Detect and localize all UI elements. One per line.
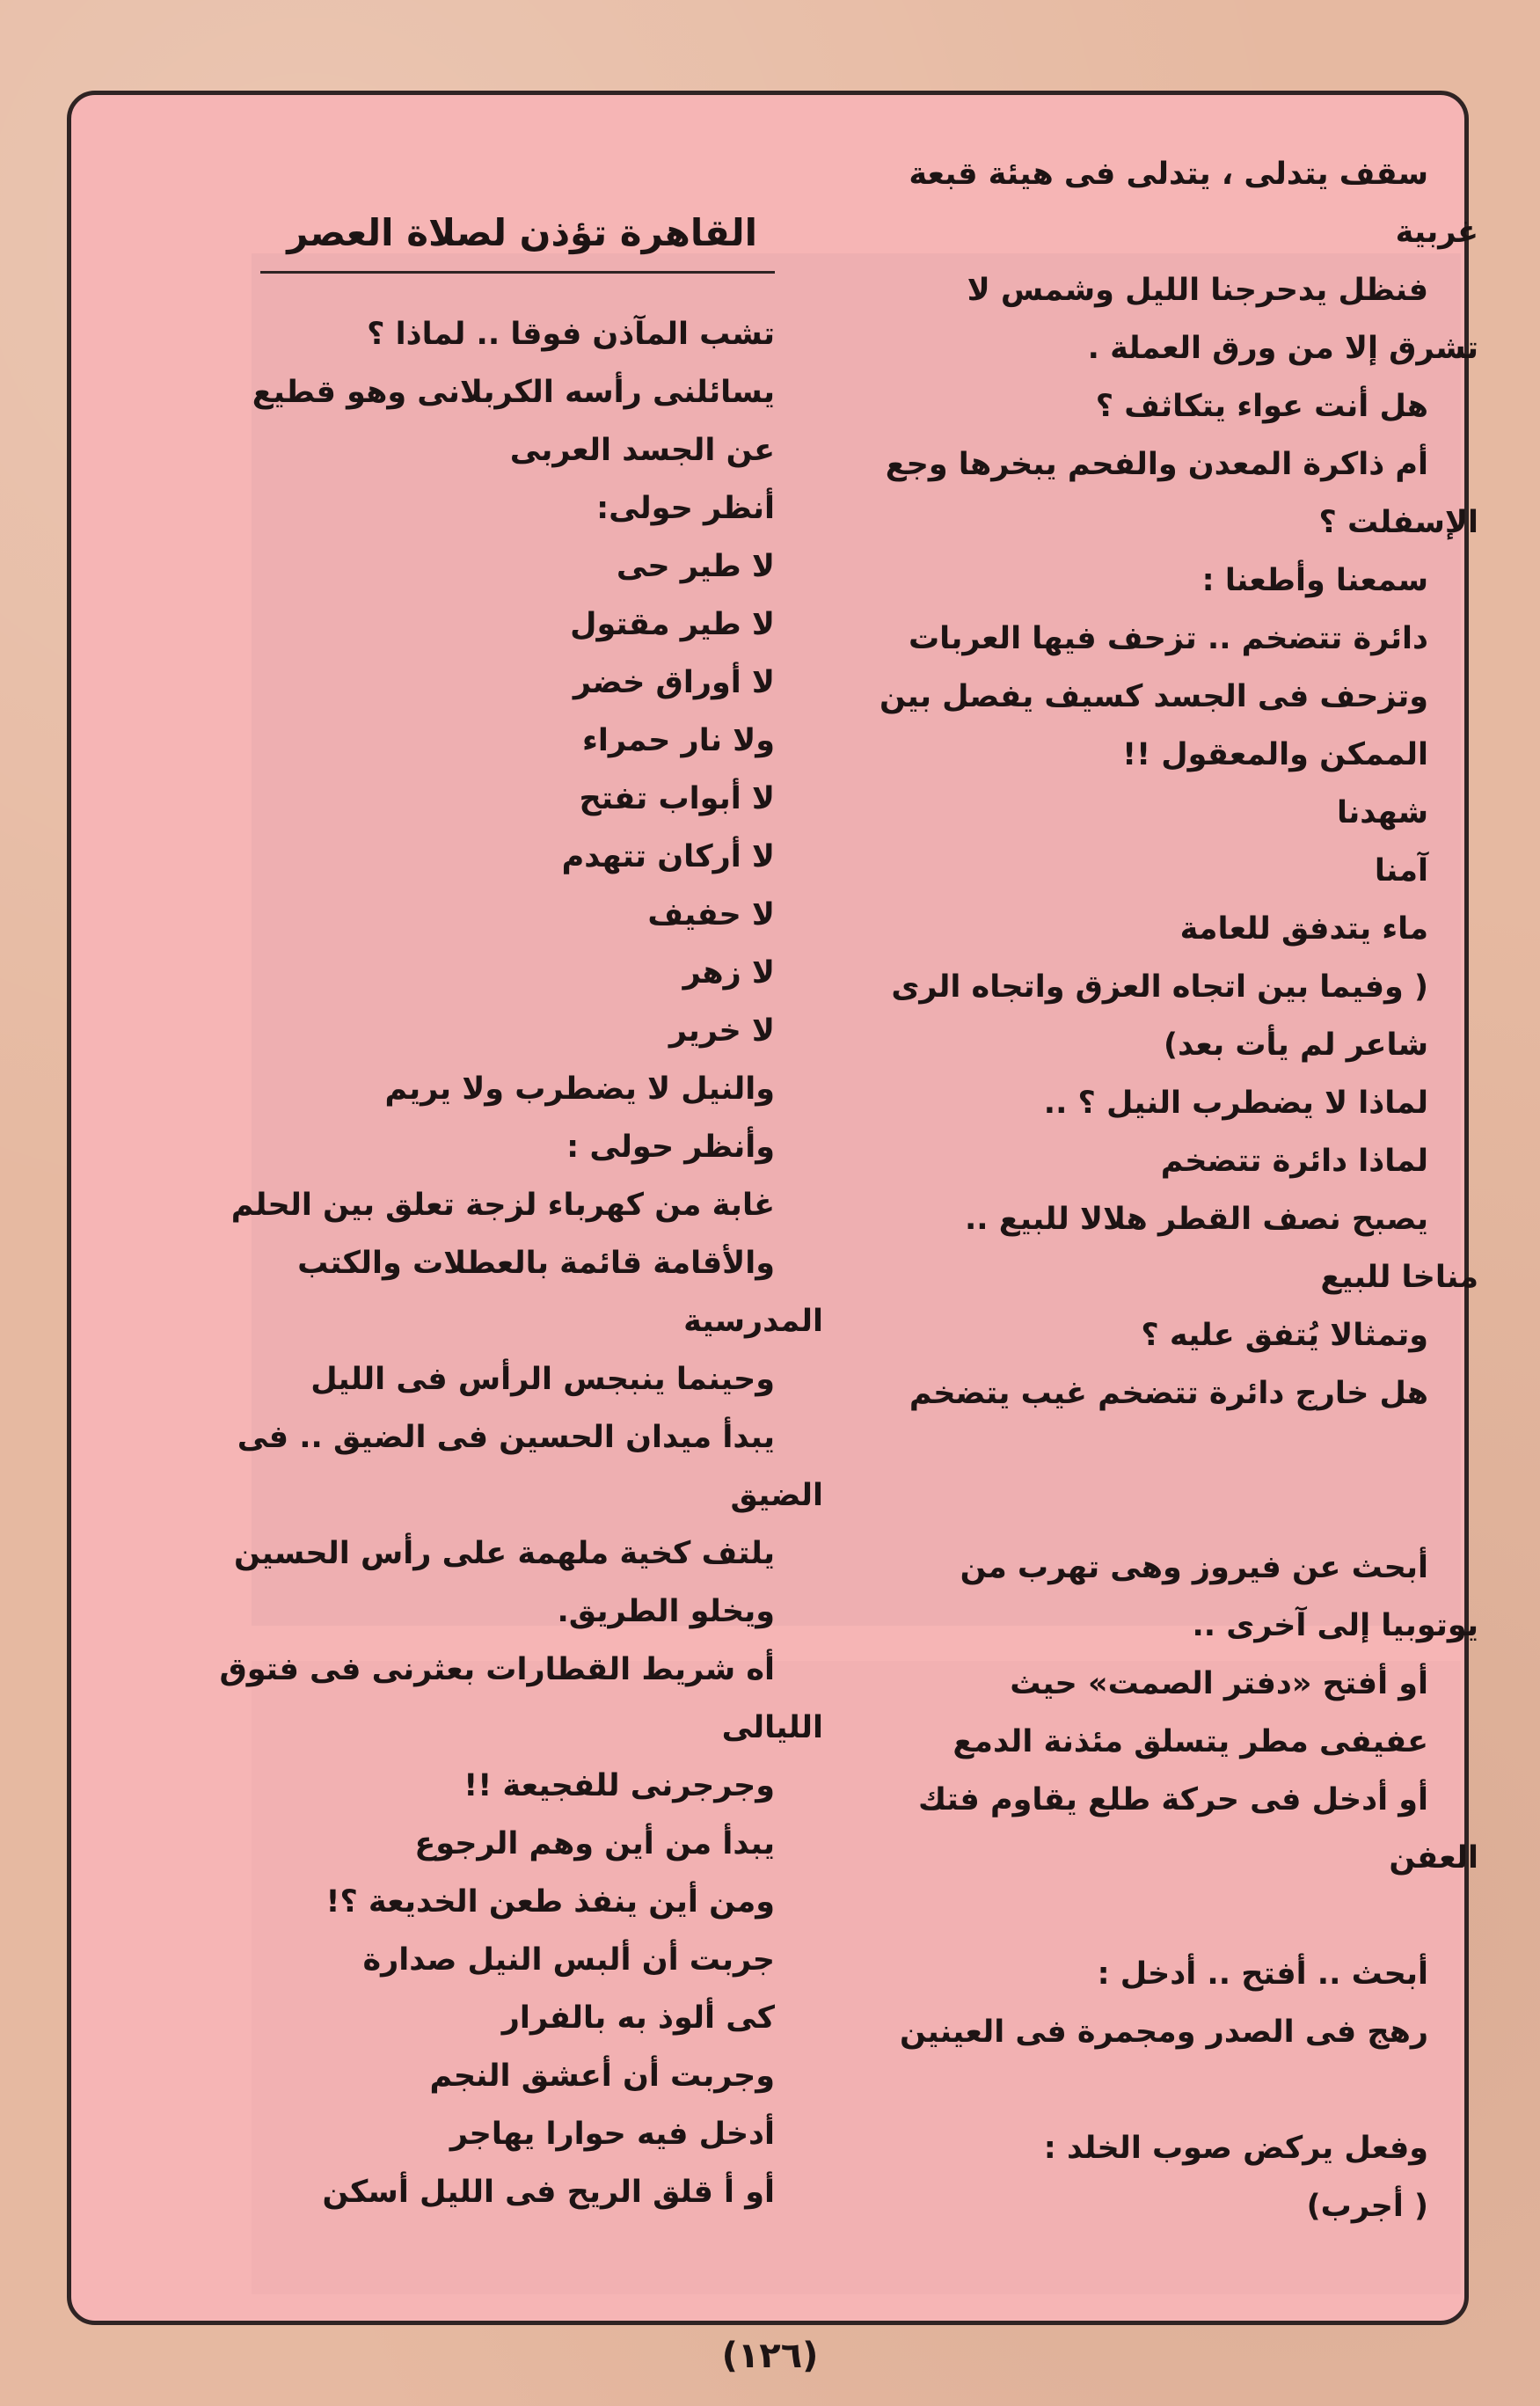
- poem-line: والأقامة قائمة بالعطلات والكتب: [297, 1246, 775, 1281]
- poem-line: مناخا للبيع: [1320, 1260, 1478, 1295]
- page-number: (١٢٦): [721, 2336, 819, 2376]
- left-poem-lines: [124, 305, 823, 2221]
- poem-line: أه شريط القطارات بعثرنى فى فتوق: [219, 1652, 775, 1687]
- poem-line: سقف يتدلى ، يتدلى فى هيئة قبعة: [909, 157, 1428, 192]
- poem-line: ولا نار حمراء: [582, 723, 775, 758]
- poem-line: جربت أن ألبس النيل صدارة: [362, 1942, 775, 1978]
- poem-line: سمعنا وأطعنا :: [1201, 563, 1428, 598]
- poem-line: أو أدخل فى حركة طلع يقاوم فتك: [917, 1782, 1428, 1817]
- poem-line: لا حفيف: [647, 897, 775, 932]
- poem-line: يبدأ ميدان الحسين فى الضيق .. فى: [237, 1420, 775, 1455]
- poem-line: [799, 1887, 1478, 1945]
- poem-line: وحينما ينبجس الرأس فى الليل: [310, 1362, 775, 1397]
- poem-line: وتمثالا يُتفق عليه ؟: [1141, 1318, 1428, 1353]
- poem-line: لا طير مقتول: [570, 607, 775, 642]
- poem-line: هل أنت عواء يتكاثف ؟: [1095, 389, 1428, 424]
- poem-line: ويخلو الطريق.: [557, 1594, 775, 1629]
- poem-line: أبحث .. أفتح .. أدخل :: [1097, 1956, 1428, 1992]
- poem-line: شهدنا: [1336, 795, 1428, 830]
- poem-line: تشرق إلا من ورق العملة .: [1087, 331, 1478, 366]
- poem-line: لا زهر: [682, 955, 775, 991]
- poem-line: غابة من كهرباء لزجة تعلق بين الحلم: [230, 1188, 775, 1223]
- poem-line: [799, 1481, 1478, 1539]
- poem-line: وأنظر حولى :: [566, 1130, 775, 1165]
- poem-line: والنيل لا يضطرب ولا يريم: [384, 1071, 775, 1107]
- poem-line: تشب المآذن فوقا .. لماذا ؟: [367, 317, 775, 352]
- poem-line: الليالى: [721, 1710, 823, 1745]
- poem-line: يوتوبيا إلى آخرى ..: [1192, 1608, 1478, 1643]
- poem-line: رهج فى الصدر ومجمرة فى العينين: [899, 2015, 1428, 2050]
- right-poem-column: [799, 145, 1478, 2235]
- poem-line: لا طير حى: [616, 549, 775, 584]
- poem-line: يصبح نصف القطر هلالا للبيع ..: [965, 1202, 1428, 1237]
- poem-line: وجرجرنى للفجيعة !!: [463, 1768, 775, 1803]
- poem-line: فنظل يدحرجنا الليل وشمس لا: [967, 273, 1428, 308]
- left-poem-column: [124, 202, 823, 2221]
- poem-line: عفيفى مطر يتسلق مئذنة الدمع: [952, 1724, 1428, 1759]
- poem-line: لا أوراق خضر: [573, 665, 775, 700]
- poem-line: عن الجسد العربى: [509, 433, 775, 468]
- poem-line: وتزحف فى الجسد كسيف يفصل بين: [879, 679, 1428, 714]
- poem-line: لا خرير: [668, 1013, 775, 1049]
- poem-line: ( أجرب): [1306, 2189, 1428, 2224]
- poem-line: لا أبواب تفتح: [579, 781, 775, 816]
- poem-line: أم ذاكرة المعدن والفحم يبخرها وجع: [885, 447, 1428, 482]
- poem-line: كى ألوذ به بالفرار: [501, 2000, 775, 2036]
- poem-line: أنظر حولى:: [596, 491, 775, 526]
- poem-line: ( وفيما بين اتجاه العزق واتجاه الرى: [891, 969, 1428, 1005]
- poem-line: يبدأ من أين وهم الرجوع: [414, 1826, 775, 1861]
- poem-line: لماذا لا يضطرب النيل ؟ ..: [1043, 1086, 1428, 1121]
- poem-line: الممكن والمعقول !!: [1122, 737, 1428, 772]
- poem-line: آمنا: [1374, 853, 1428, 889]
- poem-line: لماذا دائرة تتضخم: [1160, 1144, 1428, 1179]
- poem-line: وفعل يركض صوب الخلد :: [1043, 2131, 1428, 2166]
- poem-title: القاهرة تؤذن لصلاة العصر: [287, 211, 757, 254]
- poem-line: الإسفلت ؟: [1318, 505, 1478, 540]
- poem-line: غربية: [1395, 215, 1478, 250]
- poem-line: [799, 2061, 1478, 2119]
- poem-line: دائرة تتضخم .. تزحف فيها العربات: [908, 621, 1428, 656]
- poem-line: العفن: [1389, 1840, 1478, 1876]
- poem-line: هل خارج دائرة تتضخم غيب يتضخم: [909, 1376, 1428, 1411]
- poem-line: ماء يتدفق للعامة: [1179, 911, 1428, 947]
- title-underline: [260, 271, 775, 274]
- page-frame: [67, 91, 1478, 2325]
- poem-line: أبحث عن فيروز وهى تهرب من: [960, 1550, 1428, 1585]
- poem-line: لا أركان تتهدم: [561, 839, 775, 874]
- poem-line: المدرسية: [683, 1304, 823, 1339]
- poem-line: يسائلنى رأسه الكربلانى وهو قطيع: [252, 375, 775, 410]
- poem-line: أو أفتح «دفتر الصمت» حيث: [1010, 1666, 1428, 1701]
- poem-line: شاعر لم يأت بعد): [1164, 1027, 1428, 1063]
- poem-line: [799, 1422, 1478, 1481]
- poem-line: أدخل فيه حوارا يهاجر: [449, 2117, 775, 2152]
- poem-line: يلتف كخية ملهمة على رأس الحسين: [234, 1536, 775, 1571]
- poem-line: وجربت أن أعشق النجم: [429, 2059, 775, 2094]
- poem-line: ومن أين ينفذ طعن الخديعة ؟!: [325, 1884, 775, 1920]
- poem-line: الضيق: [730, 1478, 823, 1513]
- poem-line: أو أ قلق الريح فى الليل أسكن: [322, 2175, 775, 2210]
